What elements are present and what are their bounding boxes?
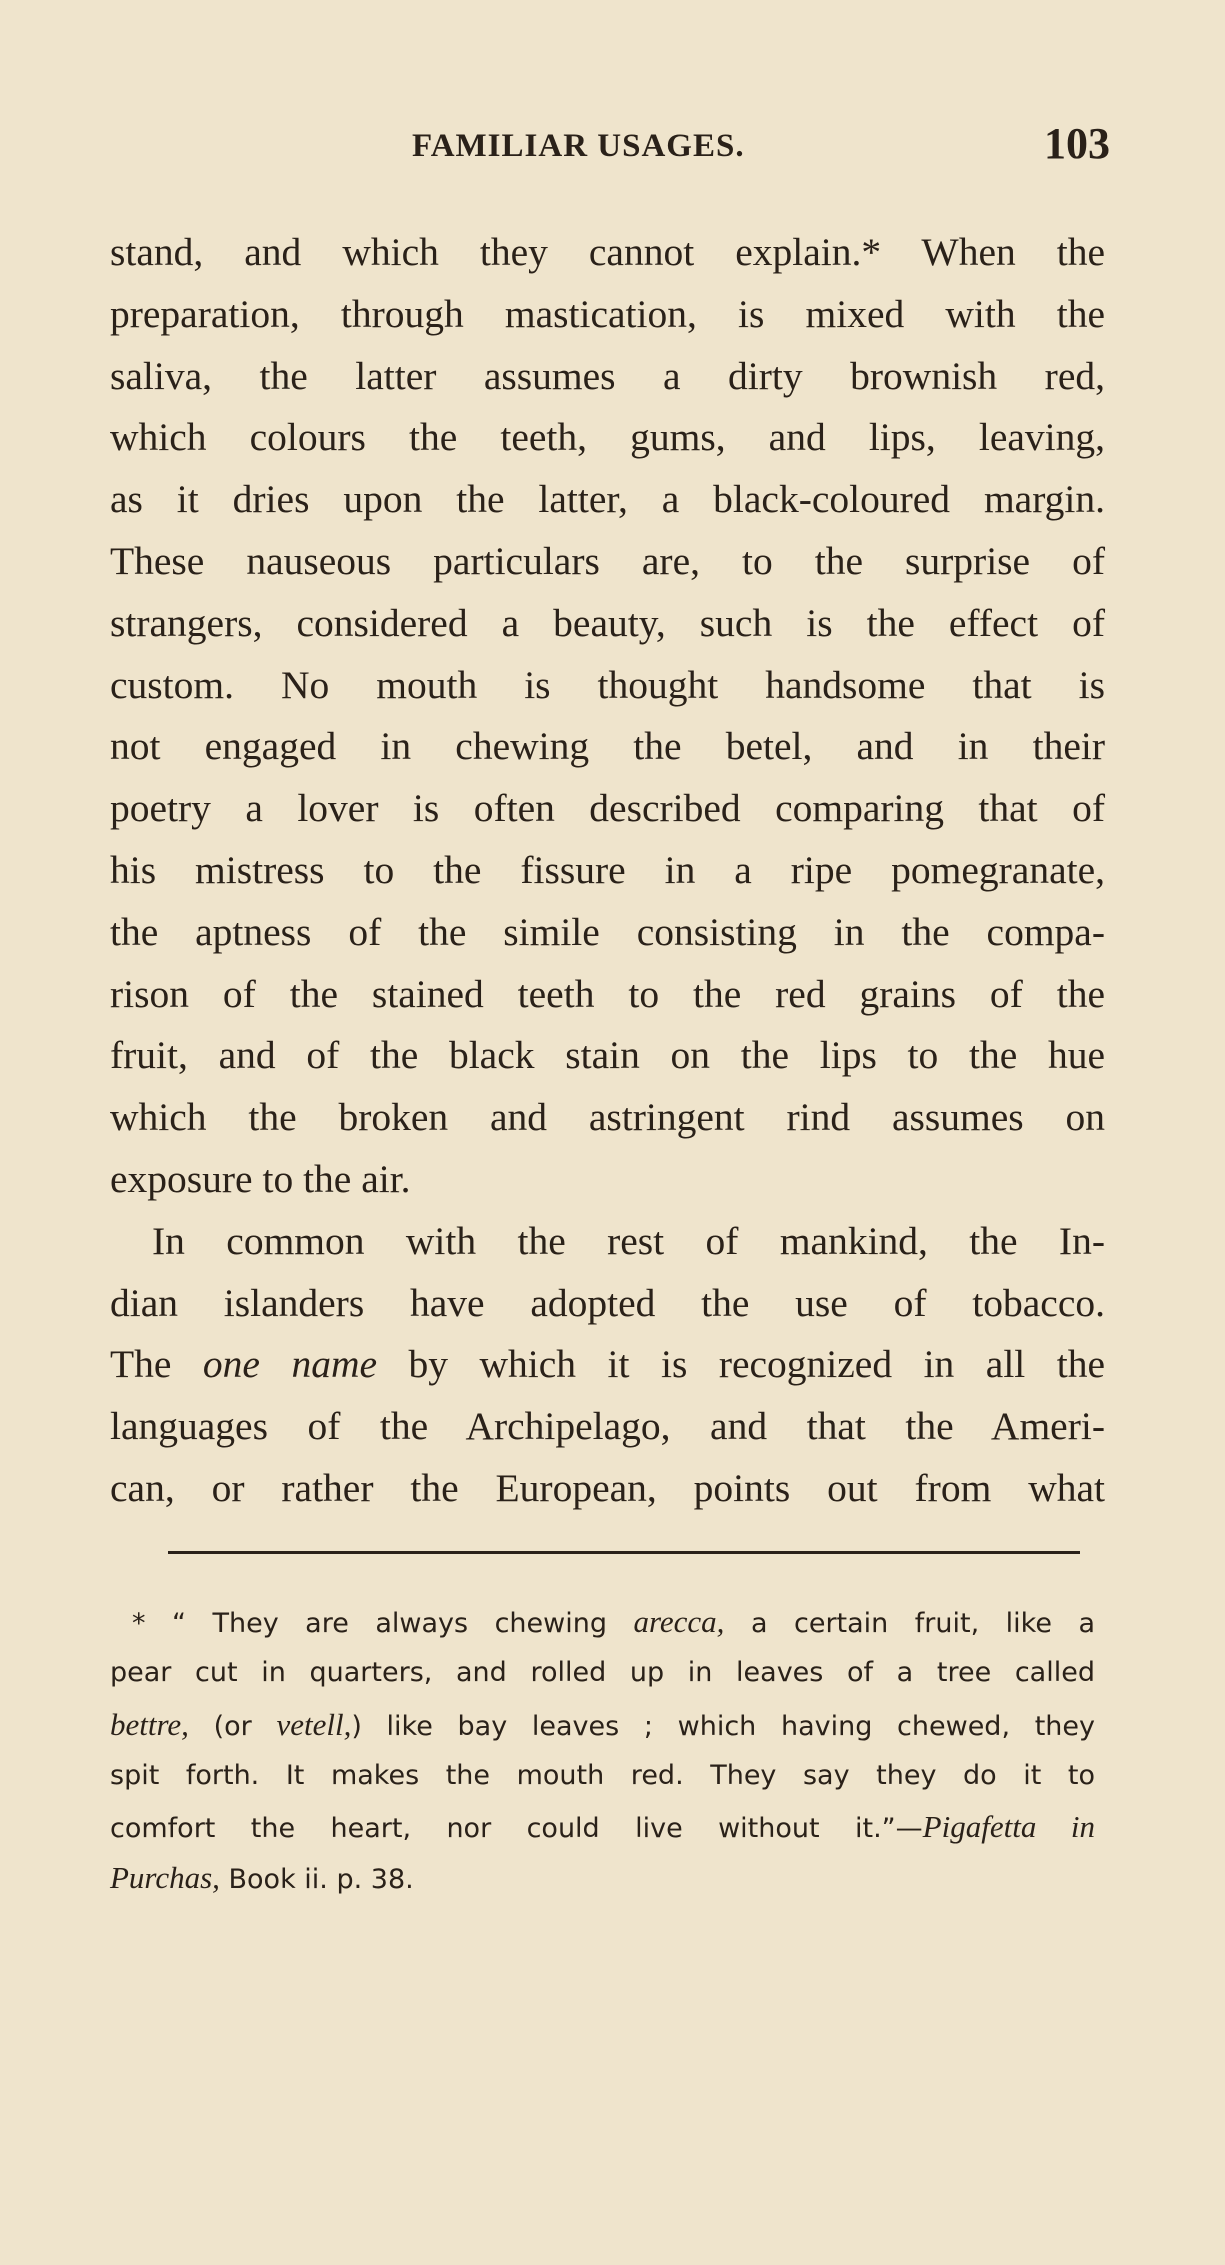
text-line: as it dries upon the latter, a black-coloured margin.: [110, 477, 1105, 522]
text-segment: Book ii. p. 38.: [219, 1864, 414, 1896]
text-line: the aptness of the simile consisting in the compa-: [110, 909, 1105, 954]
text-line: rison of the stained teeth to the red grains of the: [110, 971, 1105, 1016]
footnote-line: [110, 1852, 1095, 1903]
text-line: [110, 1334, 1105, 1396]
text-segment: comfort the heart, nor could live without it.”—: [110, 1813, 923, 1845]
text-segment: a certain fruit, like a: [724, 1608, 1096, 1639]
page-header: [110, 118, 1110, 178]
text-segment: * “ They are always chewing: [132, 1608, 634, 1639]
text-line: saliva, the latter assumes a dirty brownish red,: [110, 353, 1105, 398]
text-line: not engaged in chewing the betel, and in their: [110, 724, 1105, 769]
text-line: which the broken and astringent rind assumes on: [110, 1095, 1105, 1140]
text-line: strangers, considered a beauty, such is the effect of: [110, 600, 1105, 645]
footnote-line: [110, 1596, 1095, 1647]
text-line: can, or rather the European, points out from what: [110, 1465, 1105, 1510]
text-segment: by which it is recognized in all the: [408, 1342, 1106, 1387]
italic-citation: Pigafetta in: [922, 1809, 1096, 1845]
text-line: fruit, and of the black stain on the lips to the hue: [110, 1033, 1105, 1078]
italic-phrase: one name: [202, 1342, 378, 1387]
page-number: 103: [1044, 119, 1110, 168]
text-line: dian islanders have adopted the use of tobacco.: [110, 1280, 1105, 1325]
footnote-line: [110, 1801, 1095, 1852]
text-line: These nauseous particulars are, to the surprise of: [110, 538, 1105, 583]
text-segment: ) like bay leaves ; which having chewed, they: [351, 1710, 1095, 1742]
footnote-line: spit forth. It makes the mouth red. They say they do it to: [110, 1759, 1095, 1791]
footnote-line: pear cut in quarters, and rolled up in leaves of a tree called: [110, 1657, 1095, 1689]
footnote: [110, 1596, 1095, 1904]
italic-term: arecca,: [633, 1604, 725, 1639]
text-line: which colours the teeth, gums, and lips, leaving,: [110, 415, 1105, 460]
italic-term: bettre,: [110, 1706, 189, 1742]
text-line: custom. No mouth is thought handsome that is: [110, 662, 1105, 707]
footnote-divider: [168, 1551, 1080, 1554]
main-text: [110, 222, 1105, 1520]
italic-term: vetell,: [276, 1706, 352, 1742]
text-line: preparation, through mastication, is mixed with the: [110, 291, 1105, 336]
italic-citation: Purchas,: [110, 1860, 220, 1896]
text-segment: The: [110, 1342, 172, 1387]
text-line: exposure to the air.: [110, 1156, 411, 1201]
text-line: In common with the rest of mankind, the In-: [152, 1218, 1105, 1263]
text-line: his mistress to the fissure in a ripe pomegranate,: [110, 847, 1105, 892]
text-line: stand, and which they cannot explain.* When the: [110, 230, 1105, 274]
footnote-line: [110, 1699, 1095, 1750]
text-segment: (or: [188, 1710, 277, 1742]
running-title: FAMILIAR USAGES.: [412, 128, 745, 164]
text-line: poetry a lover is often described comparing that of: [110, 786, 1105, 831]
text-line: languages of the Archipelago, and that the Ameri-: [110, 1404, 1105, 1449]
